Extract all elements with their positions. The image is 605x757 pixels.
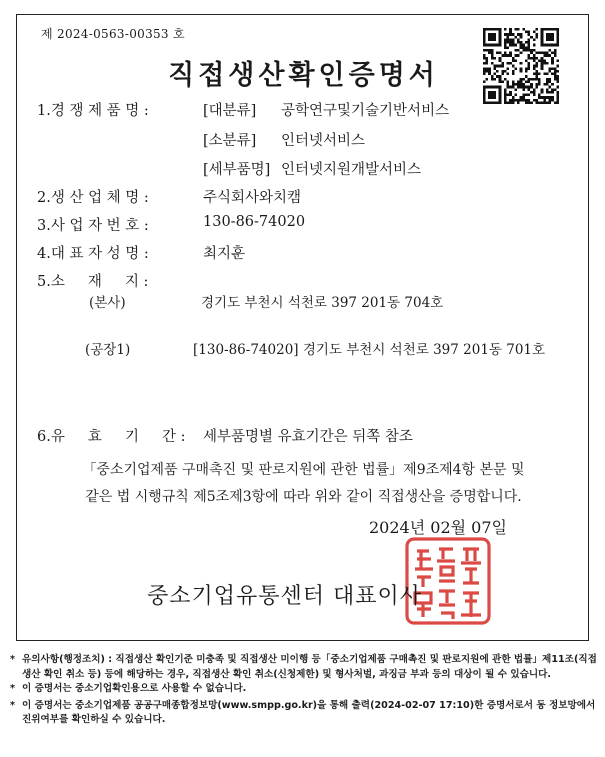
footnote-mark: * [10,699,16,711]
business-number-label: 3.사 업 자 번 호 : [37,218,149,234]
footnote-text: 이 증명서는 중소기업확인용으로 사용할 수 없습니다. [22,683,247,694]
location-label: 5.소 재 지 : [37,274,149,290]
factory-label: (공장1) [85,342,131,358]
document-number: 제 2024-0563-00353 호 [41,27,185,41]
notice-line-1: 「중소기업제품 구매촉진 및 판로지원에 관한 법률」제9조제4항 본문 및 [82,462,525,478]
certificate-frame [16,14,589,641]
product-label: 1.경 쟁 제 품 명 : [37,103,149,119]
footnote-item [10,699,598,728]
company-label: 2.생 산 업 체 명 : [37,190,149,206]
validity-value: 세부품명별 유효기간은 뒤쪽 참조 [203,429,413,445]
footnote-text: 유의사항(행정조치) : 직접생산 확인기준 미충족 및 직접생산 미이행 등「중소기업제품 구매촉진 및 판로지원에 관한 법률」제11조(직접생산 확인 취소 등) 등에 해당하는 경우, 직접생산 확인 취소(신청제한) 및 형사처벌, 과징금 부과 등의 대상이 될 수 있습니다. [22,654,597,680]
footnote-mark: * [10,683,16,694]
business-number-value: 130-86-74020 [203,214,306,230]
certificate-title: 직접생산확인증명서 [168,60,439,91]
headquarters-address: 경기도 부천시 석천로 397 201동 704호 [201,295,444,311]
footnote-text: 이 증명서는 중소기업제품 공공구매종합정보망(www.smpp.go.kr)을 통해 출력(2024-02-07 17:10)한 증명서로서 동 정보망에서 진위여부를 확인하실 수 있습니다. [22,699,596,725]
footnote-mark: * [10,654,16,665]
major-category-value: 공학연구및기술기반서비스 [281,103,450,119]
footnotes [10,653,598,728]
headquarters-label: (본사) [89,295,126,311]
ceo-value: 최지훈 [203,246,246,262]
footnote-item [10,653,598,682]
detail-category-value: 인터넷지원개발서비스 [281,162,422,178]
minor-category-value: 인터넷서비스 [281,133,366,149]
major-category-label: [대분류] [203,103,257,119]
detail-category-label: [세부품명] [203,162,271,178]
issuer-name: 중소기업유통센터 대표이사 [147,584,423,609]
issue-date: 2024년 02월 07일 [369,518,507,537]
legal-notice [17,457,590,511]
minor-category-label: [소분류] [203,133,257,149]
ceo-label: 4.대 표 자 성 명 : [37,246,149,262]
factory-address: [130-86-74020] 경기도 부천시 석천로 397 201동 701호 [193,342,546,358]
footnote-item [10,682,598,697]
validity-label: 6.유 효 기 간 : [37,429,186,445]
company-value: 주식회사와치캠 [203,190,302,206]
notice-line-2: 같은 법 시행규칙 제5조제3항에 따라 위와 같이 직접생산을 증명합니다. [85,489,522,505]
